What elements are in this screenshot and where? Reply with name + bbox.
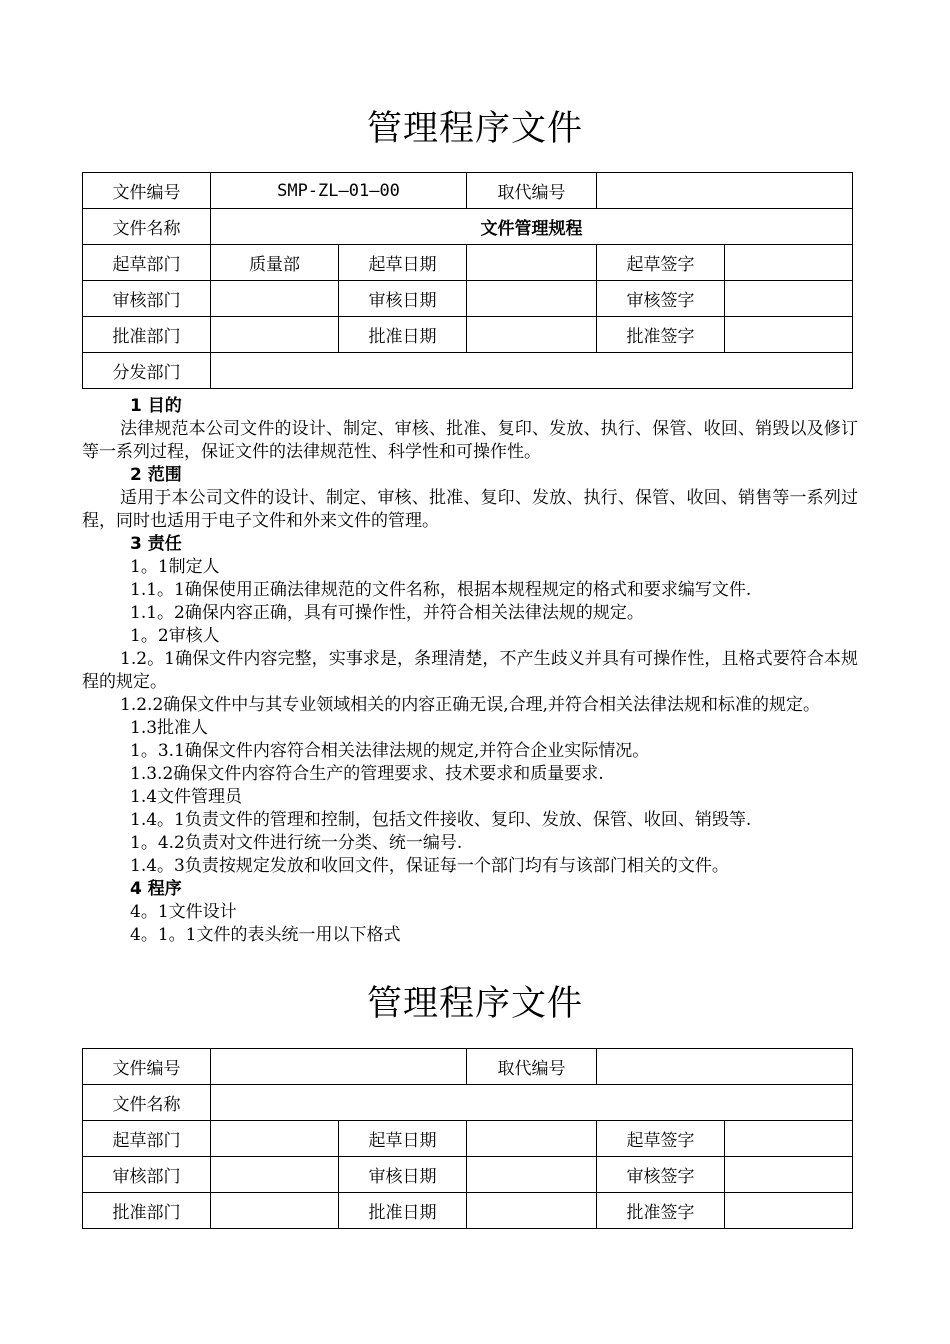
file-no-value: SMP-ZL—01—00 — [211, 173, 467, 209]
approve-dept-value — [211, 1193, 339, 1229]
section-heading: 2 范围 — [130, 465, 182, 485]
paragraph: 1。2审核人 — [130, 626, 220, 646]
replace-no-value — [597, 173, 853, 209]
paragraph: 1.1。2确保内容正确，具有可操作性，并符合相关法律法规的规定。 — [130, 603, 644, 623]
table-row — [83, 317, 853, 353]
page-title: 管理程序文件 — [366, 109, 583, 149]
paragraph: 1。1制定人 — [130, 557, 220, 577]
label-replace-no: 取代编号 — [467, 173, 597, 209]
review-dept-value — [211, 1157, 339, 1193]
document-header-table — [82, 172, 853, 389]
label-review-dept: 审核部门 — [83, 281, 211, 317]
approve-sign-value — [725, 1193, 853, 1229]
paragraph: 4。1文件设计 — [130, 902, 237, 922]
label-approve-sign: 批准签字 — [597, 317, 725, 353]
review-sign-value — [725, 1157, 853, 1193]
label-review-date: 审核日期 — [339, 1157, 467, 1193]
file-no-value — [211, 1049, 467, 1085]
approve-date-value — [467, 317, 597, 353]
document-body — [82, 395, 858, 947]
paragraph: 1.3批准人 — [130, 718, 209, 738]
draft-sign-value — [725, 245, 853, 281]
approve-dept-value — [211, 317, 339, 353]
table-row — [83, 1121, 853, 1157]
draft-date-value — [467, 245, 597, 281]
label-dist-dept: 分发部门 — [83, 353, 211, 389]
draft-dept-value — [211, 1121, 339, 1157]
table-row — [83, 1049, 853, 1085]
paragraph: 1。4.2负责对文件进行统一分类、统一编号. — [130, 833, 463, 853]
table-row — [83, 209, 853, 245]
label-draft-sign: 起草签字 — [597, 245, 725, 281]
paragraph: 1.2。1确保文件内容完整，实事求是，条理清楚，不产生歧义并具有可操作性，且格式要符合本规程的规定。 — [82, 649, 858, 692]
label-approve-date: 批准日期 — [339, 1193, 467, 1229]
table-row — [83, 1193, 853, 1229]
review-date-value — [467, 281, 597, 317]
paragraph: 适用于本公司文件的设计、制定、审核、批准、复印、发放、执行、保管、收回、销售等一系列过程，同时也适用于电子文件和外来文件的管理。 — [82, 488, 858, 531]
file-name-value: 文件管理规程 — [211, 209, 853, 245]
label-draft-date: 起草日期 — [339, 245, 467, 281]
label-draft-date: 起草日期 — [339, 1121, 467, 1157]
label-file-name: 文件名称 — [83, 209, 211, 245]
draft-dept-value: 质量部 — [211, 245, 339, 281]
label-file-name: 文件名称 — [83, 1085, 211, 1121]
paragraph: 法律规范本公司文件的设计、制定、审核、批准、复印、发放、执行、保管、收回、销毁以及修订等一系列过程，保证文件的法律规范性、科学性和可操作性。 — [82, 419, 858, 462]
label-approve-dept: 批准部门 — [83, 317, 211, 353]
template-title: 管理程序文件 — [366, 984, 583, 1024]
table-row — [83, 1157, 853, 1193]
dist-dept-value — [211, 353, 853, 389]
table-row — [83, 281, 853, 317]
approve-sign-value — [725, 317, 853, 353]
label-draft-dept: 起草部门 — [83, 1121, 211, 1157]
paragraph: 1.2.2确保文件中与其专业领域相关的内容正确无误,合理,并符合相关法律法规和标准的规定。 — [120, 695, 821, 715]
label-review-dept: 审核部门 — [83, 1157, 211, 1193]
file-name-value — [211, 1085, 853, 1121]
label-review-sign: 审核签字 — [597, 281, 725, 317]
label-file-no: 文件编号 — [83, 1049, 211, 1085]
draft-sign-value — [725, 1121, 853, 1157]
review-sign-value — [725, 281, 853, 317]
draft-date-value — [467, 1121, 597, 1157]
review-date-value — [467, 1157, 597, 1193]
label-draft-dept: 起草部门 — [83, 245, 211, 281]
paragraph: 1.4。3负责按规定发放和收回文件，保证每一个部门均有与该部门相关的文件。 — [130, 856, 729, 876]
label-approve-date: 批准日期 — [339, 317, 467, 353]
label-replace-no: 取代编号 — [467, 1049, 597, 1085]
section-heading: 4 程序 — [130, 879, 182, 899]
label-file-no: 文件编号 — [83, 173, 211, 209]
table-row — [83, 353, 853, 389]
paragraph: 4。1。1文件的表头统一用以下格式 — [130, 925, 401, 945]
table-row — [83, 1085, 853, 1121]
label-review-sign: 审核签字 — [597, 1157, 725, 1193]
paragraph: 1.3.2确保文件内容符合生产的管理要求、技术要求和质量要求. — [130, 764, 604, 784]
template-header-table — [82, 1048, 853, 1229]
paragraph: 1.4文件管理员 — [130, 787, 243, 807]
label-review-date: 审核日期 — [339, 281, 467, 317]
section-heading: 1 目的 — [130, 396, 182, 416]
replace-no-value — [597, 1049, 853, 1085]
paragraph: 1。3.1确保文件内容符合相关法律法规的规定,并符合企业实际情况。 — [130, 741, 650, 761]
label-draft-sign: 起草签字 — [597, 1121, 725, 1157]
approve-date-value — [467, 1193, 597, 1229]
paragraph: 1.1。1确保使用正确法律规范的文件名称，根据本规程规定的格式和要求编写文件. — [130, 580, 752, 600]
table-row — [83, 245, 853, 281]
label-approve-dept: 批准部门 — [83, 1193, 211, 1229]
table-row — [83, 173, 853, 209]
review-dept-value — [211, 281, 339, 317]
paragraph: 1.4。1负责文件的管理和控制，包括文件接收、复印、发放、保管、收回、销毁等. — [130, 810, 752, 830]
section-heading: 3 责任 — [130, 534, 182, 554]
label-approve-sign: 批准签字 — [597, 1193, 725, 1229]
